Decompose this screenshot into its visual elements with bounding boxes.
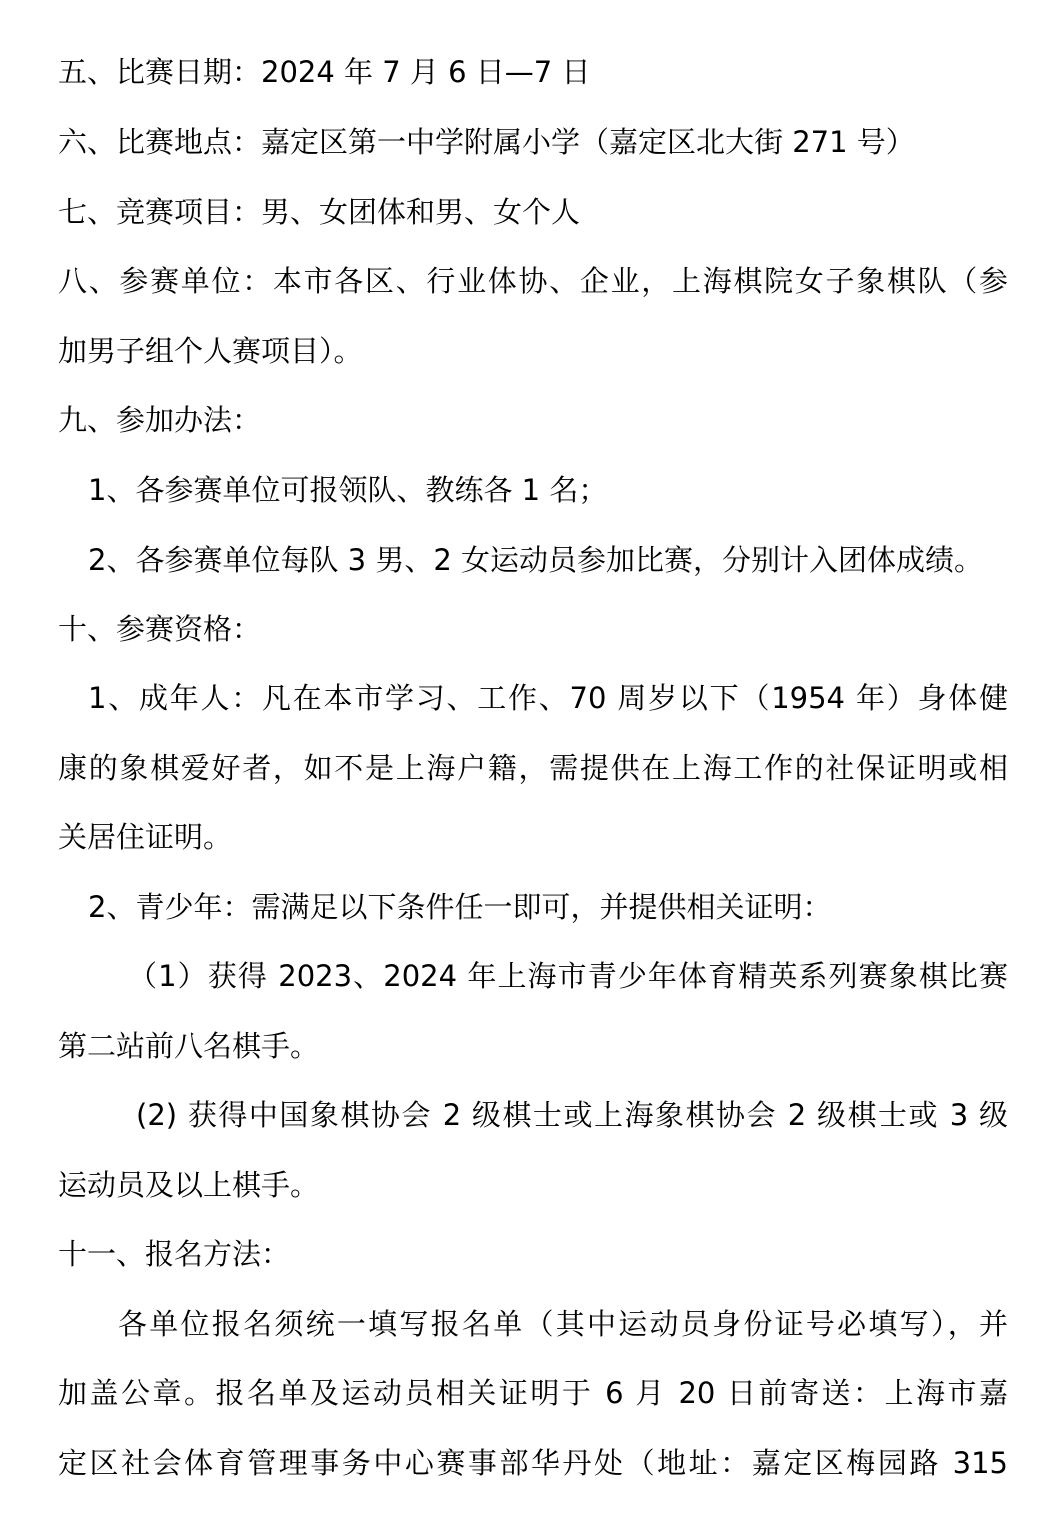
section-registration-heading: 十一、报名方法： bbox=[58, 1237, 291, 1271]
section-eligibility-heading: 十、参赛资格： bbox=[58, 612, 262, 646]
eligibility-youth: 2、青少年：需满足以下条件任一即可，并提供相关证明： bbox=[88, 890, 832, 924]
section-date: 五、比赛日期：2024 年 7 月 6 日—7 日 bbox=[58, 55, 591, 89]
eligibility-adult-cont-2: 关居住证明。 bbox=[58, 820, 233, 854]
registration-paragraph: 各单位报名须统一填写报名单（其中运动员身份证号必填写），并 bbox=[118, 1307, 1008, 1341]
youth-condition-1-cont: 第二站前八名棋手。 bbox=[58, 1029, 320, 1063]
youth-condition-2: (2) 获得中国象棋协会 2 级棋士或上海象棋协会 2 级棋士或 3 级 bbox=[136, 1098, 1008, 1132]
registration-paragraph-cont-1: 加盖公章。报名单及运动员相关证明于 6 月 20 日前寄送：上海市嘉 bbox=[58, 1376, 1008, 1410]
registration-paragraph-cont-2: 定区社会体育管理事务中心赛事部华丹处（地址：嘉定区梅园路 315 bbox=[58, 1446, 1008, 1480]
youth-condition-1: （1）获得 2023、2024 年上海市青少年体育精英系列赛象棋比赛 bbox=[128, 959, 1008, 993]
youth-condition-2-cont: 运动员及以上棋手。 bbox=[58, 1168, 320, 1202]
section-participants-cont: 加男子组个人赛项目）。 bbox=[58, 334, 363, 368]
section-venue: 六、比赛地点：嘉定区第一中学附属小学（嘉定区北大街 271 号） bbox=[58, 125, 915, 159]
section-participants: 八、参赛单位：本市各区、行业体协、企业，上海棋院女子象棋队（参 bbox=[58, 264, 1008, 298]
method-item-1: 1、各参赛单位可报领队、教练各 1 名； bbox=[88, 473, 608, 507]
section-events: 七、竞赛项目：男、女团体和男、女个人 bbox=[58, 195, 581, 229]
method-item-2: 2、各参赛单位每队 3 男、2 女运动员参加比赛，分别计入团体成绩。 bbox=[88, 543, 984, 577]
eligibility-adult-cont-1: 康的象棋爱好者，如不是上海户籍，需提供在上海工作的社保证明或相 bbox=[58, 751, 1008, 785]
section-method-heading: 九、参加办法： bbox=[58, 403, 262, 437]
eligibility-adult: 1、成年人：凡在本市学习、工作、70 周岁以下（1954 年）身体健 bbox=[88, 681, 1008, 715]
